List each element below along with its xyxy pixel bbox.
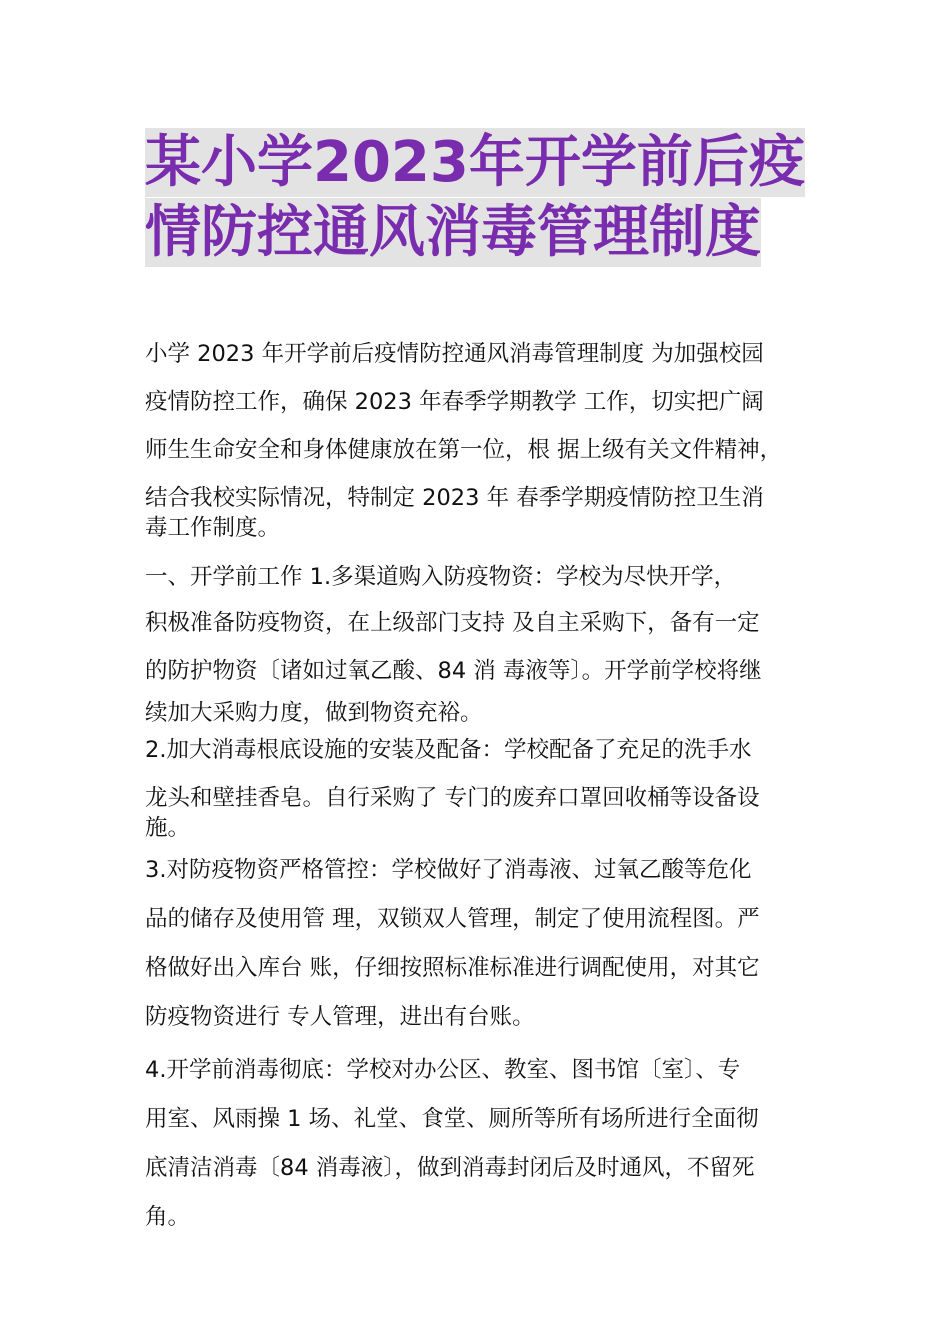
text-line: 防疫物资进行 专人管理，进出有台账。 [145,1004,535,1030]
text-line: 龙头和壁挂香皂。自行采购了 专门的废弃口罩回收桶等设备设 [145,785,760,811]
paragraph-item-4 [145,1046,815,1242]
text-line: 积极准备防疫物资，在上级部门支持 及自主采购下，备有一定 [145,610,760,636]
text-line: 续加大采购力度，做到物资充裕。 [145,700,483,726]
text-line: 底清洁消毒〔84 消毒液〕，做到消毒封闭后及时通风，不留死 [145,1155,755,1181]
title-line-1: 某小学2023年开学前后疫 [145,130,805,195]
paragraph-item-2 [145,726,815,846]
text-line: 毒工作制度。 [145,515,281,541]
text-line: 3.对防疫物资严格管控：学校做好了消毒液、过氧乙酸等危化 [145,857,752,883]
title-line-2: 情防控通风消毒管理制度 [145,200,761,265]
text-line: 品的储存及使用管 理，双锁双人管理，制定了使用流程图。严 [145,906,760,932]
text-line: 格做好出入库台 账，仔细按照标准标准进行调配使用，对其它 [145,955,760,981]
text-line: 角。 [145,1204,191,1230]
paragraph-section-1-item-1 [145,553,815,731]
paragraph-item-3 [145,846,815,1042]
text-line: 疫情防控工作，确保 2023 年春季学期教学 工作，切实把广阔 [145,389,764,415]
text-line: 师生生命安全和身体健康放在第一位，根 据上级有关文件精神， [145,437,783,463]
text-line: 结合我校实际情况，特制定 2023 年 春季学期疫情防控卫生消 [145,485,764,511]
text-line: 一、开学前工作 1.多渠道购入防疫物资：学校为尽快开学， [145,564,737,590]
text-line: 4.开学前消毒彻底：学校对办公区、教室、图书馆〔室〕、专 [145,1057,741,1083]
paragraph-intro [145,330,815,546]
text-line: 施。 [145,815,191,841]
text-line: 小学 2023 年开学前后疫情防控通风消毒管理制度 为加强校园 [145,341,764,367]
text-line: 的防护物资〔诸如过氧乙酸、84 消 毒液等〕。开学前学校将继 [145,658,762,684]
text-line: 2.加大消毒根底设施的安装及配备：学校配备了充足的洗手水 [145,737,752,763]
text-line: 用室、风雨操 1 场、礼堂、食堂、厕所等所有场所进行全面彻 [145,1106,759,1132]
document-title [145,128,825,268]
